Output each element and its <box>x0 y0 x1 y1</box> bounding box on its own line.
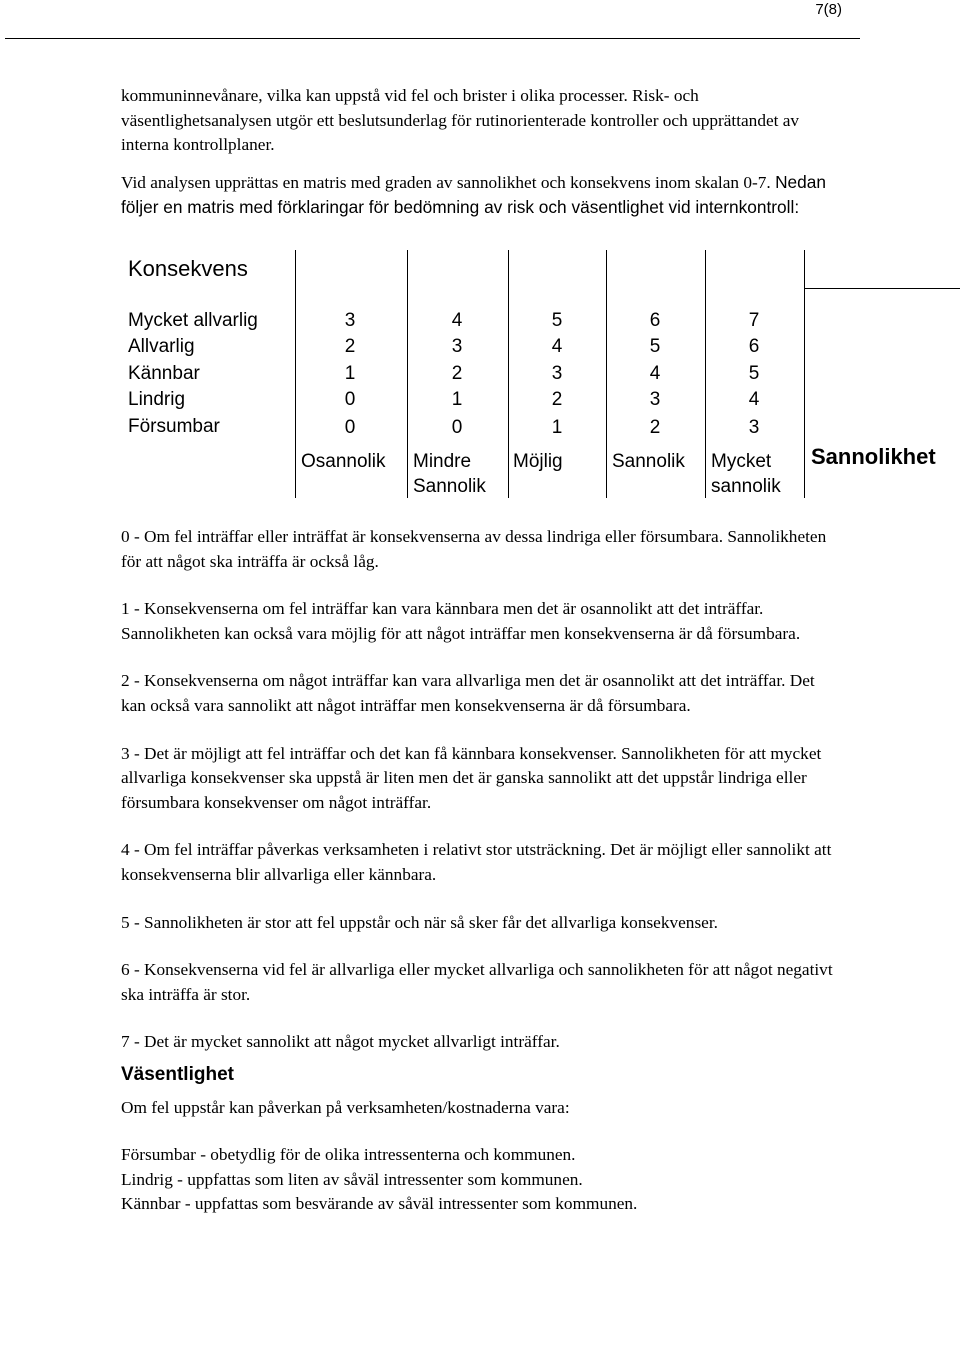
matrix-cell: 2 <box>451 363 463 384</box>
level-descriptions <box>121 525 841 1217</box>
matrix-x-axis-title: Sannolikhet <box>811 444 936 469</box>
level-2-description: 2 - Konsekvenserna om något inträffar kan vara allvarliga men det är osannolikt att det inträffar. Det kan också vara sannolikt att något inträffar men konsekvenserna är då försumbara. <box>121 671 815 715</box>
column-label-line: Möjlig <box>513 451 563 472</box>
matrix-cell: 0 <box>344 417 356 438</box>
column-label-line: Sannolik <box>413 476 486 497</box>
matrix-cell: 2 <box>344 336 356 357</box>
vasentlighet-item: Lindrig - uppfattas som liten av såväl intressenter som kommunen. <box>121 1169 583 1189</box>
matrix-cell: 4 <box>649 363 661 384</box>
matrix-gridline <box>705 250 706 498</box>
matrix-cell: 7 <box>748 310 760 331</box>
matrix-cell: 3 <box>344 310 356 331</box>
matrix-cell: 3 <box>551 363 563 384</box>
matrix-cell: 4 <box>748 389 760 410</box>
level-0-description: 0 - Om fel inträffar eller inträffat är konsekvenserna av dessa lindriga eller försumbara. Sannolikheten för att något ska inträffa är också låg. <box>121 527 827 571</box>
matrix-gridline <box>508 250 509 498</box>
row-label: Mycket allvarlig <box>128 310 258 331</box>
column-label <box>711 449 781 499</box>
matrix-cell: 6 <box>748 336 760 357</box>
level-3-description: 3 - Det är möjligt att fel inträffar och det kan få kännbara konsekvenser. Sannolikheten för att mycket allvarliga konsekvenser ska uppstå är liten men det är ganska sannolikt att det uppstår lindriga eller försumbara konsekvenser om något inträffar. <box>121 743 822 812</box>
intro-paragraph-1: kommuninnevånare, vilka kan uppstå vid fel och brister i olika processer. Risk- och väsentlighetsanalysen utgör ett beslutsunderlag för rutinorienterade kontroller och upprättandet av interna kontrollplaner. <box>121 86 800 155</box>
column-label-line: Osannolik <box>301 451 386 472</box>
matrix-cell: 0 <box>451 417 463 438</box>
vasentlighet-intro: Om fel uppstår kan påverkan på verksamheten/kostnaderna vara: <box>121 1097 570 1117</box>
matrix-cell: 1 <box>551 417 563 438</box>
matrix-cell: 3 <box>451 336 463 357</box>
matrix-cell: 3 <box>649 389 661 410</box>
matrix-y-axis-title: Konsekvens <box>128 256 248 281</box>
level-7-description: 7 - Det är mycket sannolikt att något mycket allvarligt inträffar. <box>121 1032 560 1052</box>
matrix-cell: 2 <box>551 389 563 410</box>
intro-paragraph-2-sans: Nedan följer en matris med förklaringar för bedömning av risk och väsentlighet vid internkontroll: <box>121 171 826 218</box>
column-label-line: sannolik <box>711 476 781 497</box>
column-label-line: Mycket <box>711 451 772 472</box>
column-label <box>513 449 563 474</box>
level-5-description: 5 - Sannolikheten är stor att fel uppstår och när så sker får det allvarliga konsekvenser. <box>121 912 718 932</box>
row-label: Försumbar <box>128 416 220 437</box>
level-6-description: 6 - Konsekvenserna vid fel är allvarliga eller mycket allvarliga och sannolikheten för att något negativt ska inträffa är stor. <box>121 960 833 1004</box>
intro-paragraph-2-serif: Vid analysen upprättas en matris med graden av sannolikhet och konsekvens inom skalan 0-7. <box>121 172 771 192</box>
page-number: 7(8) <box>815 1 842 18</box>
matrix-cell: 1 <box>451 389 463 410</box>
matrix-cell: 5 <box>748 363 760 384</box>
column-label <box>301 449 386 474</box>
matrix-cell: 2 <box>649 417 661 438</box>
level-1-description: 1 - Konsekvenserna om fel inträffar kan vara kännbara men det är osannolikt att det inträffar. Sannolikheten kan också vara möjlig för att något inträffar men konsekvenserna är då försumbara. <box>121 599 801 643</box>
matrix-cell: 5 <box>649 336 661 357</box>
vasentlighet-heading: Väsentlighet <box>121 1063 234 1085</box>
row-label: Lindrig <box>128 389 186 410</box>
row-label: Kännbar <box>128 363 200 384</box>
vasentlighet-item: Försumbar - obetydlig för de olika intressenterna och kommunen. <box>121 1145 576 1165</box>
vasentlighet-item: Kännbar - uppfattas som besvärande av såväl intressenter som kommunen. <box>121 1194 638 1214</box>
column-label-line: Sannolik <box>612 451 685 472</box>
column-label <box>612 449 685 474</box>
column-label-line: Mindre <box>413 451 472 472</box>
row-label: Allvarlig <box>128 336 195 357</box>
matrix-gridline <box>407 250 408 498</box>
matrix-cell: 0 <box>344 389 356 410</box>
matrix-cell: 1 <box>344 363 356 384</box>
matrix-cell: 4 <box>551 336 563 357</box>
matrix-cell: 6 <box>649 310 661 331</box>
matrix-gridline <box>295 250 296 498</box>
matrix-cell: 3 <box>748 417 760 438</box>
level-4-description: 4 - Om fel inträffar påverkas verksamheten i relativt stor utsträckning. Det är möjligt eller sannolikt att konsekvenserna blir allvarliga eller kännbara. <box>121 840 832 884</box>
matrix-cell: 4 <box>451 310 463 331</box>
column-label <box>413 449 486 499</box>
matrix-gridline <box>606 250 607 498</box>
matrix-gridline <box>804 288 960 289</box>
risk-matrix <box>0 0 960 500</box>
matrix-cell: 5 <box>551 310 563 331</box>
